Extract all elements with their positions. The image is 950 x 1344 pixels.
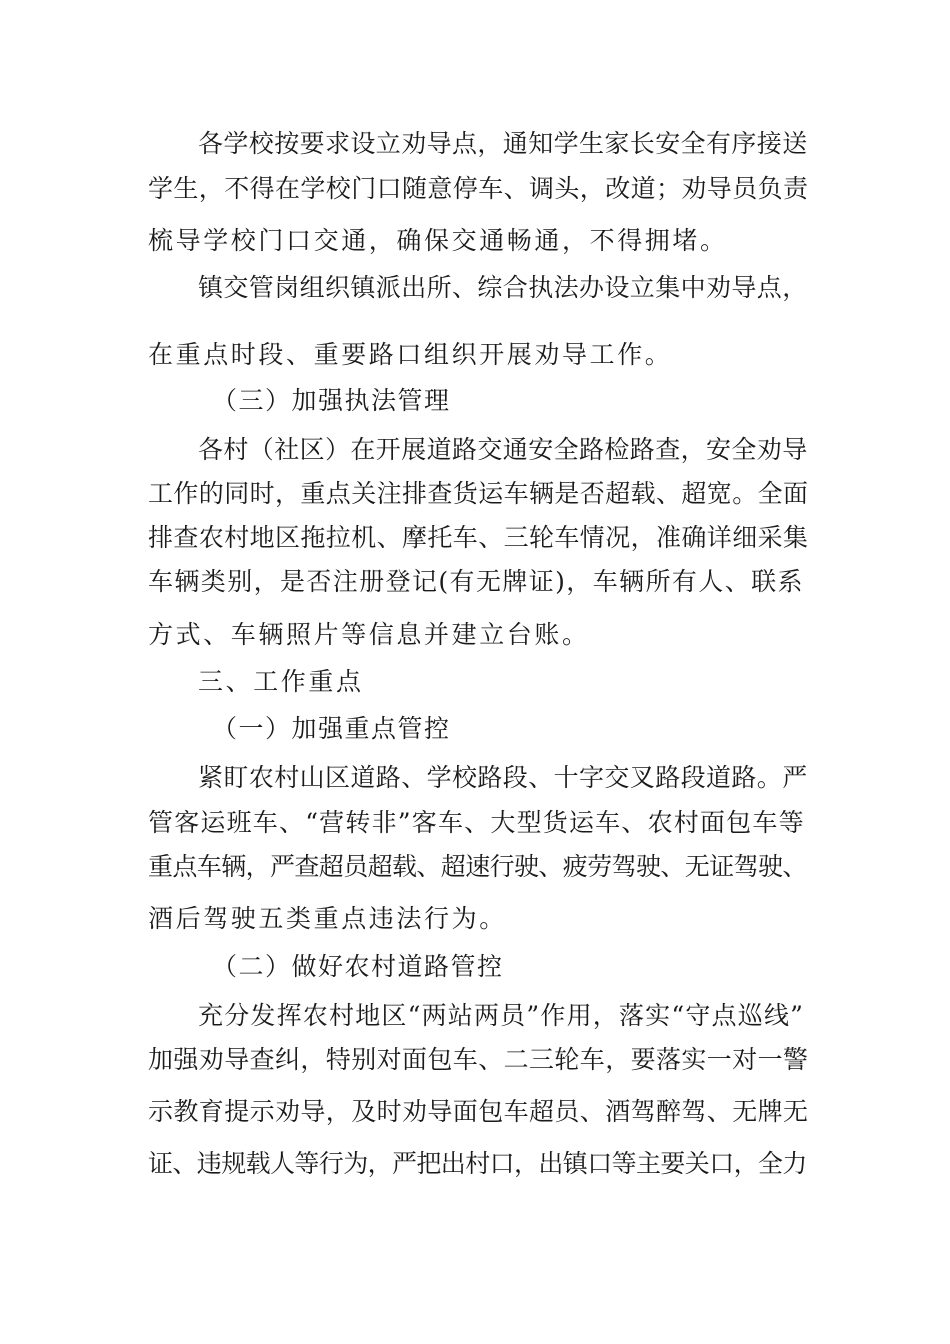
section-heading: （一）加强重点管控 xyxy=(212,714,451,743)
paragraph-line: 学生，不得在学校门口随意停车、调头，改道；劝导员负责 xyxy=(148,174,809,203)
paragraph-line: 在重点时段、重要路口组织开展劝导工作。 xyxy=(148,340,673,369)
paragraph-line: 示教育提示劝导，及时劝导面包车超员、酒驾醉驾、无牌无 xyxy=(148,1097,809,1126)
paragraph-line: 各学校按要求设立劝导点，通知学生家长安全有序接送 xyxy=(198,129,808,158)
paragraph-line: 方式、车辆照片等信息并建立台账。 xyxy=(148,620,590,649)
paragraph-line: 工作的同时，重点关注排查货运车辆是否超载、超宽。全面 xyxy=(148,479,809,508)
paragraph-line: 镇交管岗组织镇派出所、综合执法办设立集中劝导点， xyxy=(198,273,808,302)
paragraph-line: 重点车辆，严查超员超载、超速行驶、疲劳驾驶、无证驾驶、 xyxy=(148,852,807,881)
paragraph-line: 车辆类别，是否注册登记(有无牌证)，车辆所有人、联系 xyxy=(148,567,804,596)
paragraph-line: 酒后驾驶五类重点违法行为。 xyxy=(148,904,507,933)
paragraph-line: 排查农村地区拖拉机、摩托车、三轮车情况，准确详细采集 xyxy=(148,523,809,552)
section-heading: （三）加强执法管理 xyxy=(212,386,451,415)
section-heading: （二）做好农村道路管控 xyxy=(212,952,504,981)
section-heading: 三、工作重点 xyxy=(198,667,364,696)
paragraph-line: 管客运班车、“营转非”客车、大型货运车、农村面包车等 xyxy=(148,808,805,837)
paragraph-line: 梳导学校门口交通，确保交通畅通，不得拥堵。 xyxy=(148,226,728,255)
paragraph-line: 充分发挥农村地区“两站两员”作用，落实“守点巡线” xyxy=(198,1001,805,1030)
paragraph-line: 各村（社区）在开展道路交通安全路检路查，安全劝导 xyxy=(198,435,808,464)
paragraph-line: 证、违规载人等行为，严把出村口，出镇口等主要关口，全力 xyxy=(148,1149,807,1178)
paragraph-line: 加强劝导查纠，特别对面包车、二三轮车，要落实一对一警 xyxy=(148,1045,809,1074)
paragraph-line: 紧盯农村山区道路、学校路段、十字交叉路段道路。严 xyxy=(198,763,808,792)
